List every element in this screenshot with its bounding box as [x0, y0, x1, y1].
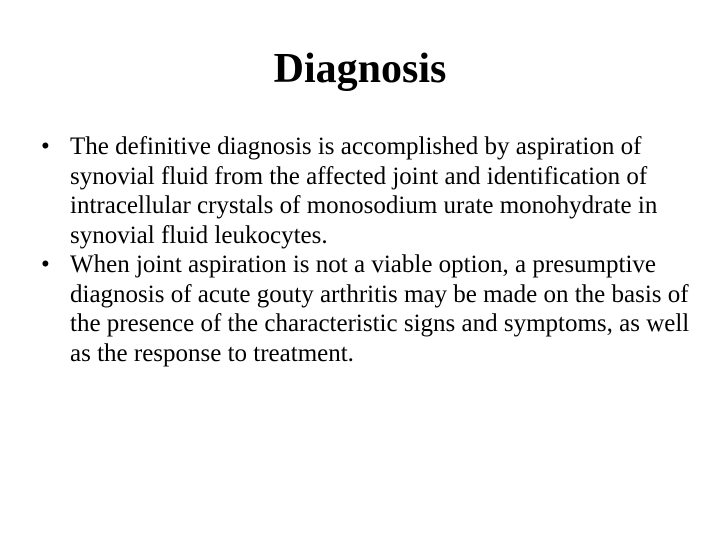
bullet-item-definitive-diagnosis: [33, 132, 693, 250]
bullet-list: [33, 132, 693, 368]
bullet-icon: •: [41, 133, 50, 160]
slide-title: Diagnosis: [273, 46, 447, 92]
bullet-icon: •: [41, 251, 50, 278]
bullet-item-presumptive-diagnosis: [33, 250, 693, 368]
bullet-text: When joint aspiration is not a viable option, a presumptive diagnosis of acute gouty arthritis may be made on the basis of the presence of the characteristic signs and symptoms, as well as the response to treatment.: [70, 251, 690, 367]
bullet-text: The definitive diagnosis is accomplished by aspiration of synovial fluid from the affected joint and identification of intracellular crystals of monosodium urate monohydrate in synovial fluid leukocytes.: [70, 133, 658, 249]
